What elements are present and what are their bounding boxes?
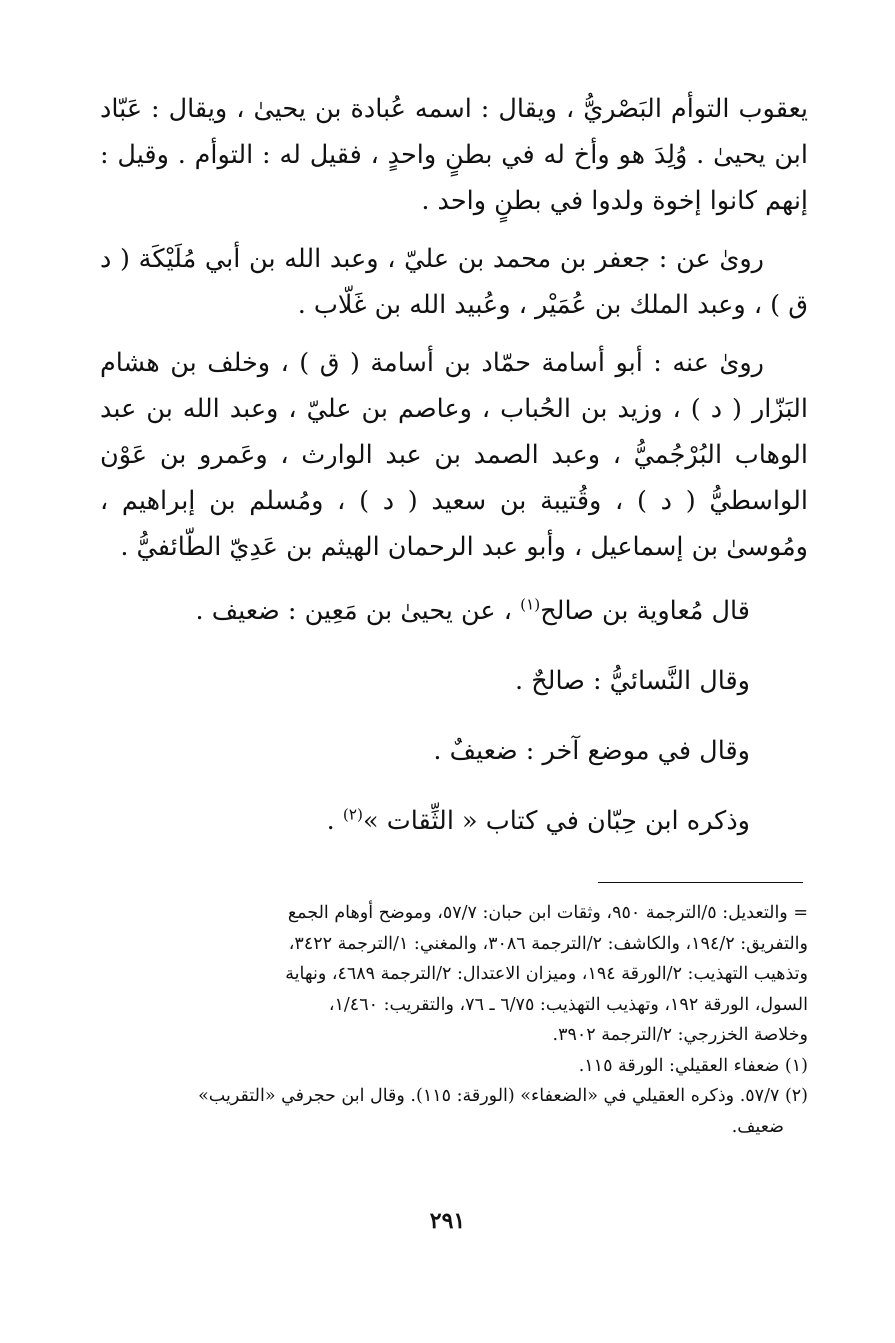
main-text	[100, 86, 808, 862]
footnote-ref: (١)	[520, 595, 541, 614]
saying-nasai: وقال النَّسائيُّ : صالحٌ .	[515, 666, 750, 696]
footnote-separator	[598, 882, 803, 883]
narrated-from-paragraph: رویٰ عن : جعفر بن محمد بن عليّ ، وعبد الله بن أبي مُلَيْكَة ( د ق ) ، وعبد الملك بن عُمَيْر ، وعُبيد الله بن غَلّاب .	[100, 244, 808, 320]
footnote-line: وخلاصة الخزرجي: ٢/الترجمة ٣٩٠٢.	[552, 1025, 808, 1045]
biography-paragraph: يعقوب التوأم البَصْريُّ ، ويقال : اسمه عُبادة بن يحيىٰ ، ويقال : عَبّاد ابن يحيىٰ . وُلِدَ هو وأخ له في بطنٍ واحدٍ ، فقيل له : التوأم . وقيل : إنهم كانوا إخوة ولدوا في بطنٍ واحد .	[100, 94, 808, 216]
footnote-ref: (٢)	[342, 805, 363, 824]
footnote-2-continuation: ضعيف.	[731, 1116, 784, 1137]
narrated-by-paragraph: رویٰ عنه : أبو أسامة حمّاد بن أسامة ( ق ) ، وخلف بن هشام البَزّار ( د ) ، وزيد بن الحُباب ، وعاصم بن عليّ ، وعبد الله بن عبد الوهاب البُرْجُميُّ ، وعبد الصمد بن عبد الوارث ، وعَمرو بن عَوْن الواسطيُّ ( د ) ، وقُتيبة بن سعيد ( د ) ، ومُسلم بن إبراهيم ، ومُوسیٰ بن إسماعيل ، وأبو عبد الرحمان الهيثم بن عَدِيّ الطّائفيُّ .	[100, 348, 808, 562]
footnote-continuation	[100, 898, 808, 1051]
saying-ibn-hibban	[100, 792, 808, 850]
footnote-line: السول، الورقة ١٩٢، وتهذيب التهذيب: ٦/٧٥ ـ ٧٦، والتقريب: ١/٤٦٠،	[328, 994, 808, 1015]
saying-ibn-main	[100, 582, 808, 640]
saying-text: ، عن يحيىٰ بن مَعِين : ضعيف .	[195, 596, 521, 626]
saying-other-place: وقال في موضع آخر : ضعيفٌ .	[433, 736, 750, 766]
page-number: ٢٩١	[429, 1208, 466, 1234]
footnote-line: = والتعديل: ٥/الترجمة ٩٥٠، وثقات ابن حبان: ٥٧/٧، وموضح أوهام الجمع	[287, 903, 808, 923]
footnotes	[100, 898, 808, 1142]
footnote-1: (١) ضعفاء العقيلي: الورقة ١١٥.	[578, 1055, 808, 1076]
footnote-2: (٢) ٥٧/٧. وذكره العقيلي في «الضعفاء» (الورقة: ١١٥). وقال ابن حجرفي «التقريب»	[198, 1086, 808, 1106]
saying-text: .	[326, 806, 343, 836]
footnote-line: وتذهيب التهذيب: ٢/الورقة ١٩٤، وميزان الاعتدال: ٢/الترجمة ٤٦٨٩، ونهاية	[285, 964, 808, 984]
footnote-line: والتفريق: ١٩٤/٢، والكاشف: ٢/الترجمة ٣٠٨٦، والمغني: ١/الترجمة ٣٤٢٢،	[288, 933, 808, 954]
saying-text: وذكره ابن حِبّان في كتاب « الثِّقات »	[362, 806, 750, 836]
saying-text: قال مُعاوية بن صالح	[540, 596, 750, 626]
